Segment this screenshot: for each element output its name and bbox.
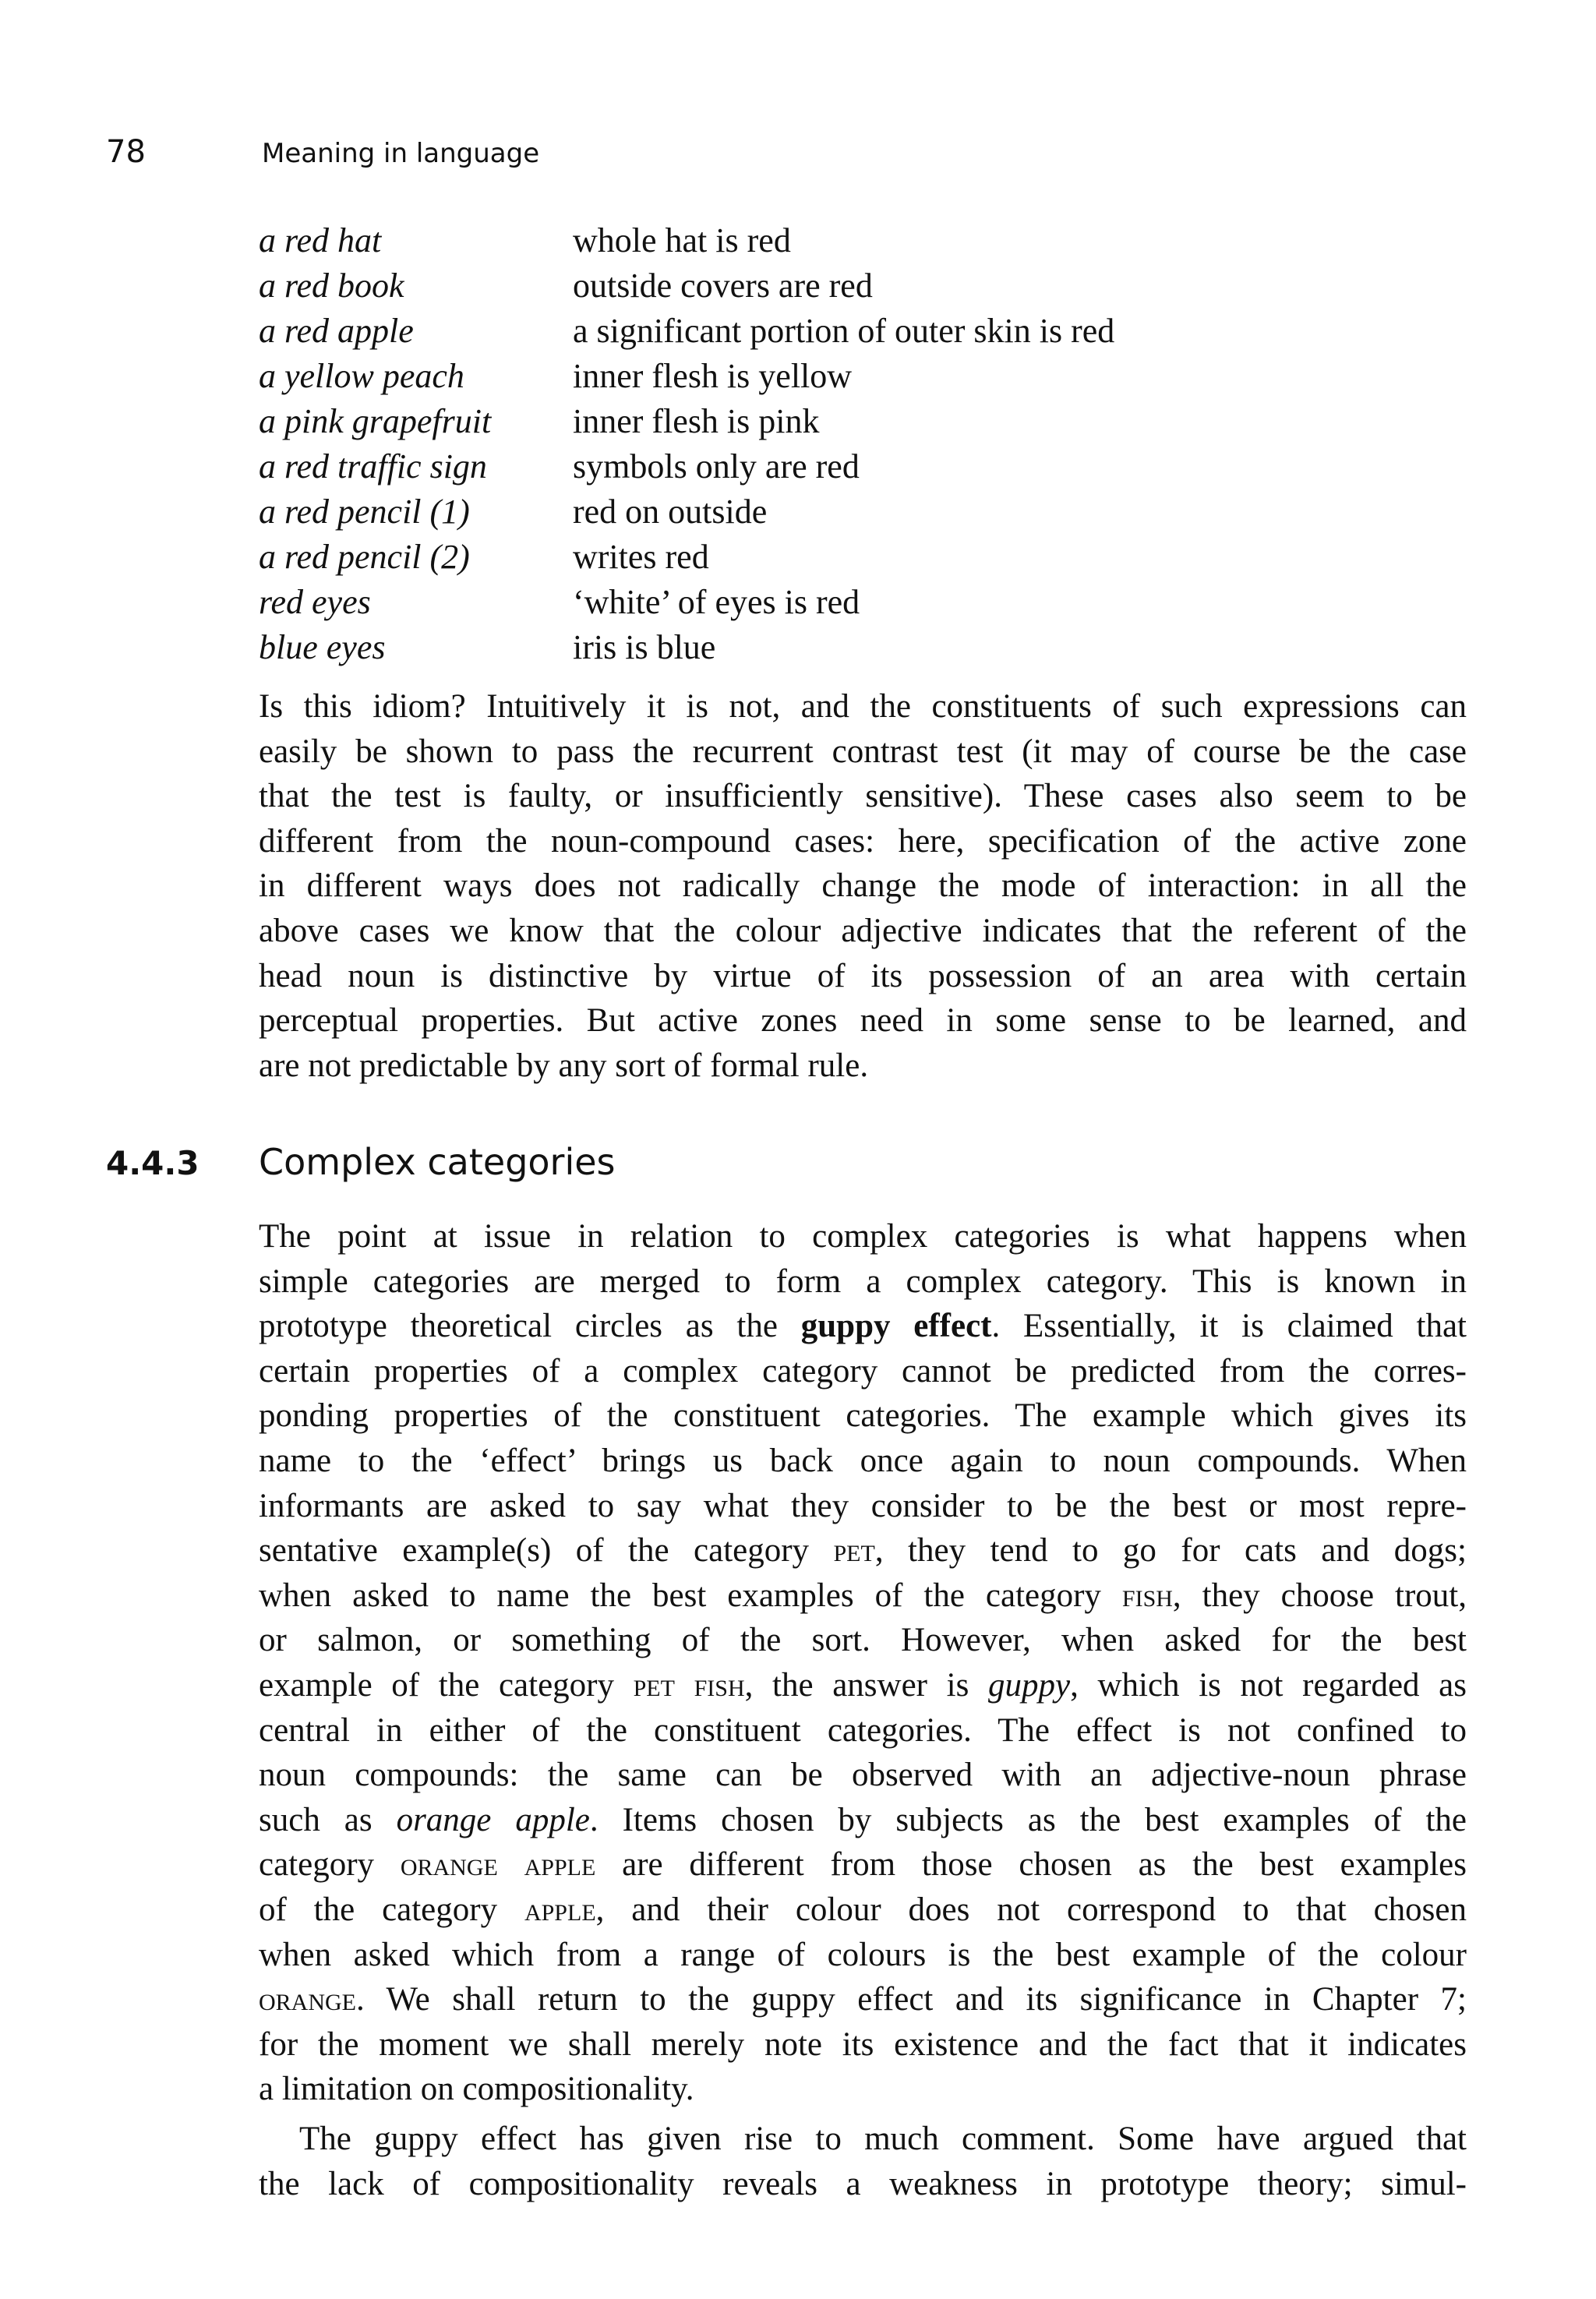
- example-phrase: a red pencil (2): [259, 538, 470, 576]
- example-phrase: a yellow peach: [259, 357, 464, 395]
- example-phrase: a pink grapefruit: [259, 402, 492, 440]
- page-number: 78: [106, 134, 146, 170]
- text-line: sentative example(s) of the category pet, they tend to go for cats and dogs;: [259, 1532, 1467, 1570]
- text-line: in different ways does not radically change the mode of interaction: in all the: [259, 867, 1467, 905]
- example-gloss: symbols only are red: [573, 447, 860, 486]
- example-phrase: blue eyes: [259, 628, 386, 666]
- example-row: [259, 535, 1114, 580]
- example-gloss: whole hat is red: [573, 221, 791, 260]
- text-line: when asked which from a range of colours is the best example of the colour: [259, 1936, 1467, 1973]
- example-gloss: iris is blue: [573, 628, 716, 666]
- text-line: for the moment we shall merely note its existence and the fact that it indicates: [259, 2025, 1467, 2063]
- text-line: ponding properties of the constituent categories. The example which gives its: [259, 1397, 1467, 1435]
- text-line: certain properties of a complex category cannot be predicted from the corres-: [259, 1352, 1467, 1390]
- section-heading: [106, 1141, 616, 1188]
- text-line: perceptual properties. But active zones need in some sense to be learned, and: [259, 1002, 1467, 1040]
- text-line: example of the category pet fish, the answer is guppy, which is not regarded as: [259, 1666, 1467, 1704]
- text-line: prototype theoretical circles as the guppy effect. Essentially, it is claimed that: [259, 1308, 1467, 1345]
- example-row: [259, 263, 1114, 309]
- example-row: [259, 218, 1114, 263]
- example-phrase: a red hat: [259, 221, 382, 260]
- text-line: or salmon, or something of the sort. However, when asked for the best: [259, 1622, 1467, 1659]
- category-pet-fish: pet fish: [633, 1666, 745, 1704]
- text-line: of the category apple, and their colour does not correspond to that chosen: [259, 1891, 1467, 1928]
- text-line: The point at issue in relation to complex categories is what happens when: [259, 1218, 1467, 1255]
- text-line: category orange apple are different from those chosen as the best examples: [259, 1846, 1467, 1884]
- paragraph-complex-categories: [259, 1214, 1467, 2112]
- example-table: [259, 218, 1114, 670]
- category-orange-apple: orange apple: [400, 1846, 596, 1884]
- text-line: The guppy effect has given rise to much comment. Some have argued that: [299, 2121, 1467, 2157]
- example-row: [259, 309, 1114, 354]
- category-fish: fish: [1121, 1577, 1173, 1614]
- running-head: [106, 134, 539, 173]
- category-orange: orange: [259, 1981, 356, 2018]
- category-apple: apple: [524, 1891, 596, 1928]
- example-phrase: a red traffic sign: [259, 447, 487, 486]
- paragraph-idiom: [259, 684, 1467, 1088]
- section-number: 4.4.3: [106, 1144, 200, 1182]
- example-row: [259, 444, 1114, 489]
- text-line: orange. We shall return to the guppy effect and its significance in Chapter 7;: [259, 1981, 1467, 2018]
- text-line: noun compounds: the same can be observed with an adjective-noun phrase: [259, 1757, 1467, 1794]
- example-phrase: a red apple: [259, 312, 414, 350]
- running-title: Meaning in language: [262, 138, 540, 169]
- text-line: name to the ‘effect’ brings us back once again to noun compounds. When: [259, 1442, 1467, 1479]
- text-line: are not predictable by any sort of formal rule.: [259, 1047, 869, 1084]
- example-gloss: red on outside: [573, 493, 768, 531]
- text-line: that the test is faulty, or insufficiently sensitive). These cases also seem to be: [259, 778, 1467, 815]
- text-line: head noun is distinctive by virtue of its possession of an area with certain: [259, 957, 1467, 994]
- text-line: above cases we know that the colour adjective indicates that the referent of the: [259, 912, 1467, 949]
- example-row: [259, 489, 1114, 535]
- text-line: the lack of compositionality reveals a weakness in prototype theory; simul-: [259, 2165, 1467, 2202]
- example-gloss: writes red: [573, 538, 709, 576]
- example-gloss: ‘white’ of eyes is red: [573, 583, 860, 621]
- text-line: informants are asked to say what they consider to be the best or most repre-: [259, 1487, 1467, 1524]
- example-row: [259, 580, 1114, 625]
- text-line: different from the noun-compound cases: here, specification of the active zone: [259, 822, 1467, 860]
- category-pet: pet: [833, 1532, 875, 1570]
- text-line: such as orange apple. Items chosen by subjects as the best examples of the: [259, 1801, 1467, 1838]
- example-row: [259, 354, 1114, 399]
- example-gloss: inner flesh is pink: [573, 402, 820, 440]
- example-row: [259, 399, 1114, 444]
- example-phrase: red eyes: [259, 583, 371, 621]
- text-line: central in either of the constituent categories. The effect is not confined to: [259, 1711, 1467, 1749]
- example-gloss: inner flesh is yellow: [573, 357, 853, 395]
- example-row: [259, 625, 1114, 670]
- section-title: Complex categories: [259, 1141, 616, 1183]
- example-gloss: a significant portion of outer skin is red: [573, 312, 1115, 350]
- example-gloss: outside covers are red: [573, 267, 873, 305]
- example-phrase: a red pencil (1): [259, 493, 470, 531]
- text-line: simple categories are merged to form a complex category. This is known in: [259, 1263, 1467, 1300]
- text-line: when asked to name the best examples of the category fish, they choose trout,: [259, 1577, 1467, 1614]
- term-guppy-effect: guppy effect: [800, 1308, 992, 1345]
- text-line: easily be shown to pass the recurrent contrast test (it may of course be the case: [259, 733, 1467, 770]
- term-guppy: guppy: [987, 1666, 1071, 1704]
- text-line: a limitation on compositionality.: [259, 2071, 694, 2108]
- paragraph-guppy-comment: [259, 2117, 1467, 2206]
- example-phrase: a red book: [259, 267, 404, 305]
- text-line: Is this idiom? Intuitively it is not, and the constituents of such expressions can: [259, 688, 1467, 725]
- term-orange-apple: orange apple: [396, 1801, 590, 1838]
